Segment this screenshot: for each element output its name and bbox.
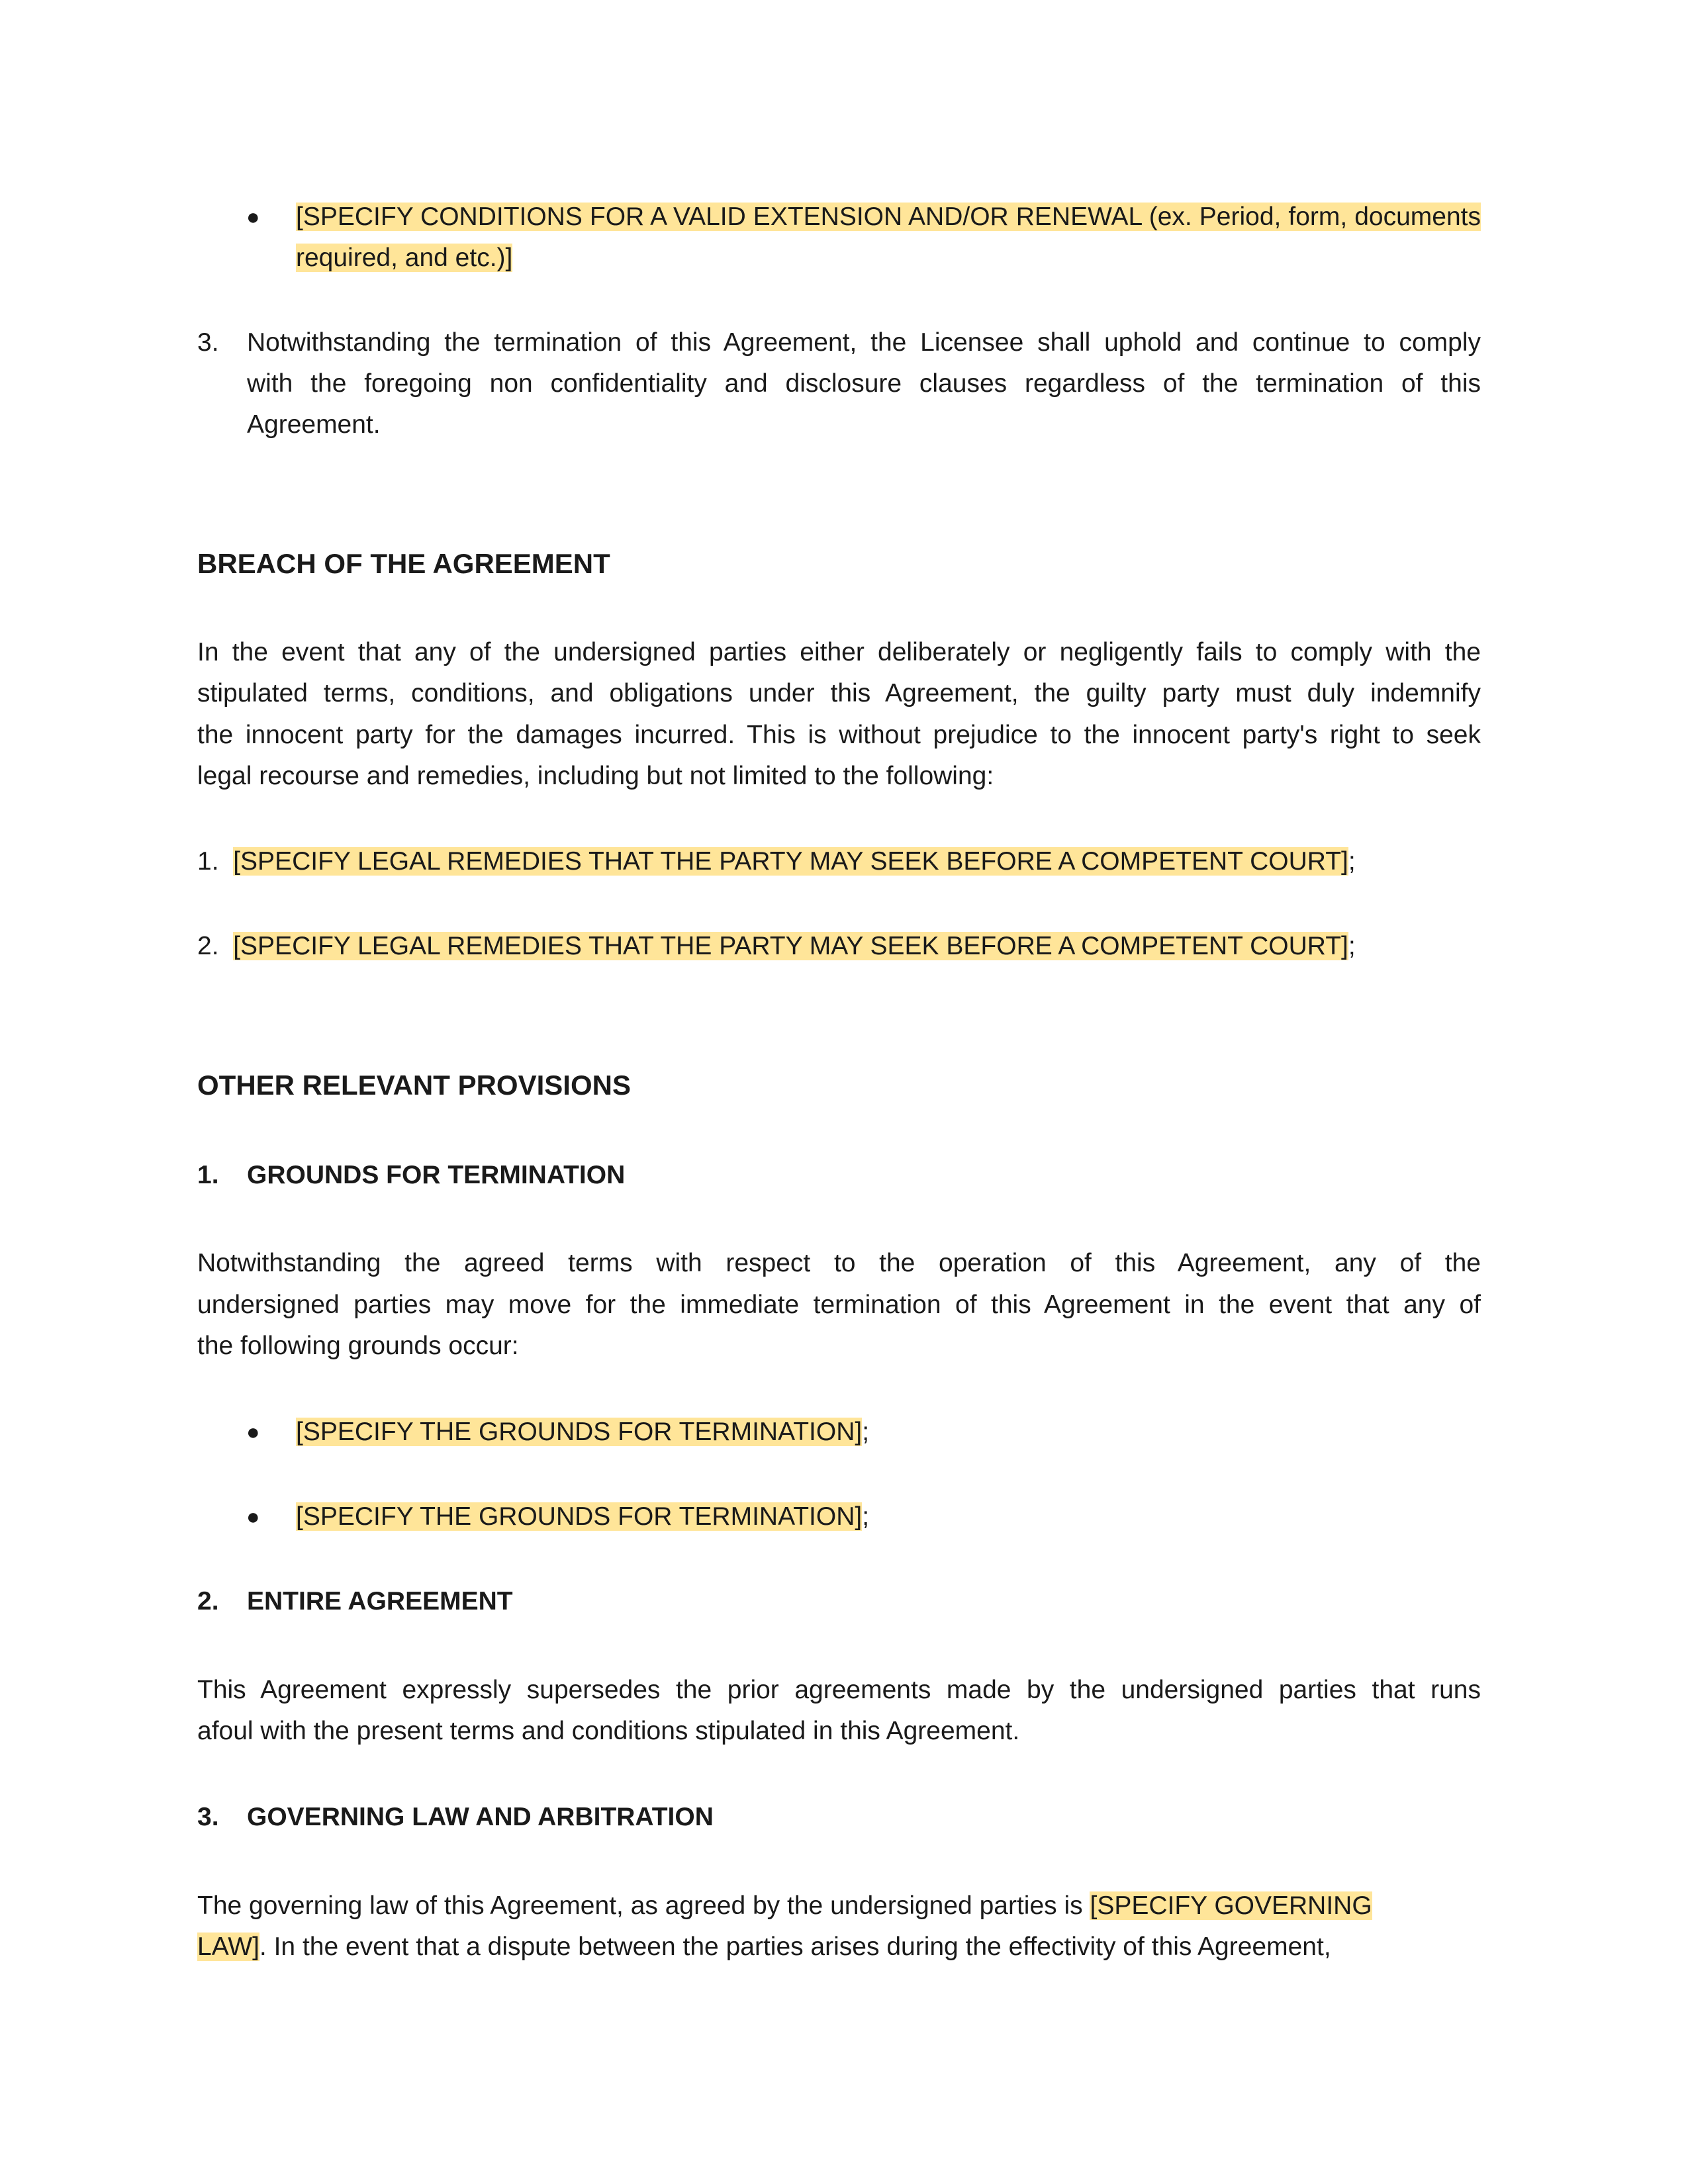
breach-item-2-suffix: ;	[1348, 932, 1356, 960]
governing-para-line-1	[197, 1890, 1372, 1922]
entire-title: ENTIRE AGREEMENT	[247, 1587, 513, 1615]
entire-para-line-1: This Agreement expressly supersedes the prior agreements made by the undersigned parties that runs	[197, 1676, 1481, 1704]
governing-placeholder-2: LAW]	[197, 1933, 259, 1961]
clause-3-line-1: Notwithstanding the termination of this Agreement, the Licensee shall uphold and continue to comply	[247, 328, 1481, 357]
governing-para-line-2	[197, 1931, 1331, 1963]
governing-text-1: The governing law of this Agreement, as agreed by the undersigned parties is	[197, 1891, 1090, 1920]
governing-title: GOVERNING LAW AND ARBITRATION	[247, 1803, 714, 1831]
breach-heading: BREACH OF THE AGREEMENT	[197, 548, 610, 579]
clause-3-line-2: with the foregoing non confidentiality and disclosure clauses regardless of the termination of this	[247, 369, 1481, 398]
grounds-para-line-2: undersigned parties may move for the immediate termination of this Agreement in the event that any of	[197, 1291, 1481, 1319]
breach-item-1-placeholder: [SPECIFY LEGAL REMEDIES THAT THE PARTY MAY SEEK BEFORE A COMPETENT COURT]	[233, 847, 1348, 876]
bullet-glyph: ●	[246, 1504, 260, 1529]
breach-item-1-number: 1.	[197, 847, 219, 876]
other-provisions-heading: OTHER RELEVANT PROVISIONS	[197, 1069, 631, 1101]
breach-para-line-2: stipulated terms, conditions, and obligations under this Agreement, the guilty party must duly indemnify	[197, 679, 1481, 707]
extension-conditions-line-2	[296, 242, 512, 274]
extension-conditions-line-1	[296, 201, 1481, 233]
grounds-bullet-1-placeholder: [SPECIFY THE GROUNDS FOR TERMINATION]	[296, 1418, 863, 1446]
breach-item-1-suffix: ;	[1348, 847, 1356, 876]
grounds-bullet-2-placeholder: [SPECIFY THE GROUNDS FOR TERMINATION]	[296, 1502, 863, 1531]
entire-para-line-2: afoul with the present terms and conditions stipulated in this Agreement.	[197, 1717, 1020, 1745]
breach-item-2	[197, 931, 1356, 962]
breach-item-2-number: 2.	[197, 932, 219, 960]
extension-placeholder-line-1: [SPECIFY CONDITIONS FOR A VALID EXTENSION AND/OR RENEWAL (ex. Period, form, documents	[296, 203, 1481, 231]
breach-item-1	[197, 846, 1356, 878]
breach-para-line-4: legal recourse and remedies, including but not limited to the following:	[197, 762, 994, 790]
governing-placeholder-1: [SPECIFY GOVERNING	[1090, 1891, 1372, 1920]
grounds-bullet-2-suffix: ;	[862, 1502, 870, 1531]
clause-3-number: 3.	[197, 328, 219, 357]
grounds-title: GROUNDS FOR TERMINATION	[247, 1161, 626, 1189]
bullet-glyph: ●	[246, 205, 260, 230]
entire-number: 2.	[197, 1587, 219, 1615]
bullet-glyph: ●	[246, 1420, 260, 1445]
grounds-bullet-1	[296, 1416, 869, 1448]
grounds-para-line-1: Notwithstanding the agreed terms with respect to the operation of this Agreement, any of the	[197, 1249, 1481, 1277]
grounds-bullet-1-suffix: ;	[862, 1418, 870, 1446]
governing-number: 3.	[197, 1803, 219, 1831]
governing-text-2: . In the event that a dispute between the parties arises during the effectivity of this Agreement,	[259, 1933, 1331, 1961]
grounds-number: 1.	[197, 1161, 219, 1189]
grounds-bullet-2	[296, 1501, 869, 1533]
breach-para-line-1: In the event that any of the undersigned parties either deliberately or negligently fails to comply with the	[197, 638, 1481, 666]
clause-3-line-3: Agreement.	[247, 410, 381, 439]
extension-placeholder-line-2: required, and etc.)]	[296, 244, 513, 272]
breach-item-2-placeholder: [SPECIFY LEGAL REMEDIES THAT THE PARTY MAY SEEK BEFORE A COMPETENT COURT]	[233, 932, 1348, 960]
breach-para-line-3: the innocent party for the damages incurred. This is without prejudice to the innocent party's right to seek	[197, 721, 1481, 749]
grounds-para-line-3: the following grounds occur:	[197, 1332, 519, 1360]
